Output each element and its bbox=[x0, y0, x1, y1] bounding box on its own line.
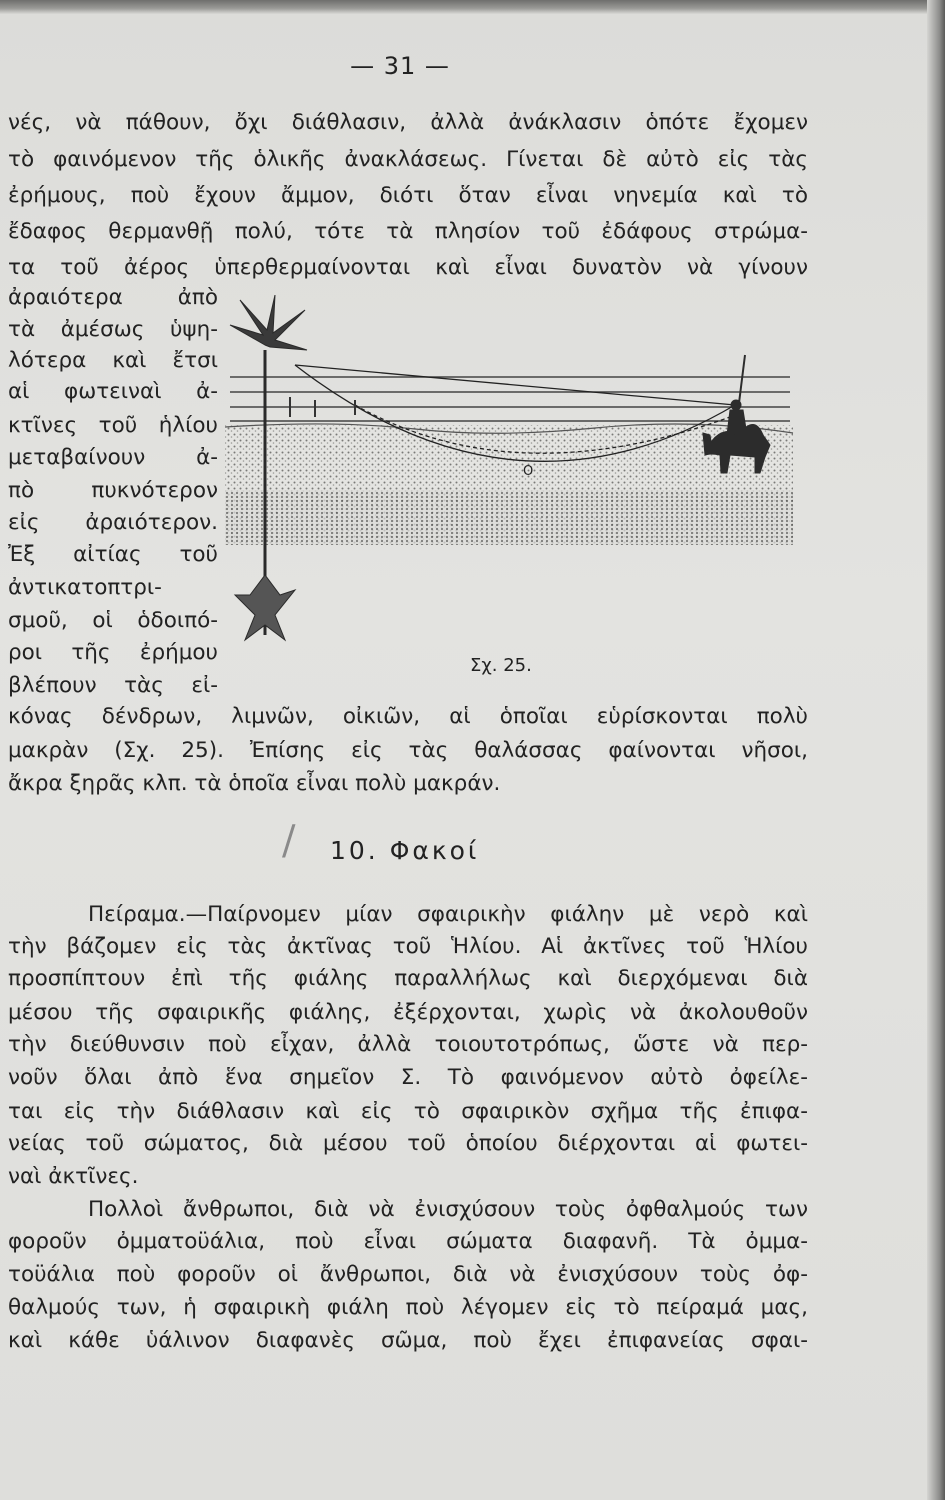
text-line: ναὶ ἀκτῖνες. bbox=[8, 1164, 139, 1189]
text-line: Ἐξ αἰτίας τοῦ bbox=[8, 542, 218, 567]
text-line: Πολλοὶ ἄνθρωποι, διὰ νὰ ἐνισχύσουν τοὺς ὀφθαλμούς των bbox=[88, 1197, 808, 1222]
text-line: ἀραιότερα ἀπὸ bbox=[8, 285, 218, 310]
scan-right-edge bbox=[927, 0, 945, 1500]
section-heading: 10. Φακοί bbox=[330, 836, 480, 865]
text-line: κόνας δένδρων, λιμνῶν, οἰκιῶν, αἱ ὁποῖαι εὑρίσκονται πολὺ bbox=[8, 704, 808, 729]
text-line: φοροῦν ὀμματοϋάλια, ποὺ εἶναι σώματα διαφανῆ. Τὰ ὀμμα- bbox=[8, 1229, 808, 1254]
text-line: ροι τῆς ἐρήμου bbox=[8, 640, 218, 665]
text-line: τὸ φαινόμενον τῆς ὁλικῆς ἀνακλάσεως. Γίνεται δὲ αὐτὸ εἰς τὰς bbox=[8, 147, 808, 172]
text-line: λότερα καὶ ἔτσι bbox=[8, 348, 218, 373]
mirage-illustration bbox=[215, 295, 795, 645]
text-line: τὴν βάζομεν εἰς τὰς ἀκτῖνας τοῦ Ἡλίου. Αἱ ἀκτῖνες τοῦ Ἡλίου bbox=[8, 934, 808, 959]
text-line: τα τοῦ ἀέρος ὑπερθερμαίνονται καὶ εἶναι δυνατὸν νὰ γίνουν bbox=[8, 255, 808, 280]
text-line: μεταβαίνουν ἀ- bbox=[8, 445, 218, 470]
point-o-label: Ο bbox=[523, 464, 534, 479]
desert-sand-foreground bbox=[225, 490, 793, 545]
text-line: θαλμούς των, ἡ σφαιρικὴ φιάλη ποὺ λέγομεν εἰς τὸ πείραμά μας, bbox=[8, 1295, 808, 1320]
figure-caption: Σχ. 25. bbox=[470, 655, 532, 676]
text-line: πὸ πυκνότερον bbox=[8, 478, 218, 503]
text-line: νείας τοῦ σώματος, διὰ μέσου τοῦ ὁποίου διέρχονται αἱ φωτει- bbox=[8, 1131, 808, 1156]
text-line: ἐρήμους, ποὺ ἔχουν ἄμμον, διότι ὅταν εἶναι νηνεμία καὶ τὸ bbox=[8, 183, 808, 208]
text-line: τοϋάλια ποὺ φοροῦν οἱ ἄνθρωποι, διὰ νὰ ἐνισχύσουν τοὺς ὀφ- bbox=[8, 1262, 808, 1287]
text-line: νές, νὰ πάθουν, ὄχι διάθλασιν, ἀλλὰ ἀνάκλασιν ὁπότε ἔχομεν bbox=[8, 110, 808, 135]
text-line: ἀντικατοπτρι- bbox=[8, 575, 162, 600]
text-line: Πείραμα.—Παίρνομεν μίαν σφαιρικὴν φιάλην μὲ νερὸ καὶ bbox=[88, 902, 808, 927]
text-line: καὶ κάθε ὑάλινον διαφανὲς σῶμα, ποὺ ἔχει ἐπιφανείας σφαι- bbox=[8, 1328, 808, 1353]
text-line: κτῖνες τοῦ ἡλίου bbox=[8, 413, 218, 438]
text-line: ται εἰς τὴν διάθλασιν καὶ εἰς τὸ σφαιρικὸν σχῆμα τῆς ἐπιφα- bbox=[8, 1099, 808, 1124]
page-number: — 31 — bbox=[350, 52, 450, 80]
text-line: τὴν διεύθυνσιν ποὺ εἶχαν, ἀλλὰ τοιουτοτρόπως, ὥστε νὰ περ- bbox=[8, 1032, 808, 1057]
text-line: ἔδαφος θερμανθῇ πολύ, τότε τὰ πλησίον τοῦ ἐδάφους στρώμα- bbox=[8, 219, 808, 244]
text-line: αἱ φωτειναὶ ἀ- bbox=[8, 379, 218, 404]
text-line: τὰ ἀμέσως ὑψη- bbox=[8, 317, 218, 342]
text-line: μέσου τῆς σφαιρικῆς φιάλης, ἐξέρχονται, χωρὶς νὰ ἀκολουθοῦν bbox=[8, 1000, 808, 1025]
text-line: σμοῦ, οἱ ὁδοιπό- bbox=[8, 608, 218, 633]
text-line: βλέπουν τὰς εἰ- bbox=[8, 673, 218, 698]
text-line: νοῦν ὅλαι ἀπὸ ἕνα σημεῖον Σ. Τὸ φαινόμενον αὐτὸ ὀφείλε- bbox=[8, 1065, 808, 1090]
text-line: ἄκρα ξηρᾶς κλπ. τὰ ὁποῖα εἶναι πολὺ μακράν. bbox=[8, 771, 501, 796]
text-line: εἰς ἀραιότερον. bbox=[8, 510, 218, 535]
text-line: μακρὰν (Σχ. 25). Ἐπίσης εἰς τὰς θαλάσσας φαίνονται νῆσοι, bbox=[8, 738, 808, 763]
text-line: προσπίπτουν ἐπὶ τῆς φιάλης παραλλήλως καὶ διερχόμεναι διὰ bbox=[8, 966, 808, 991]
pencil-mark: / bbox=[282, 818, 296, 864]
scan-top-edge bbox=[0, 0, 945, 14]
